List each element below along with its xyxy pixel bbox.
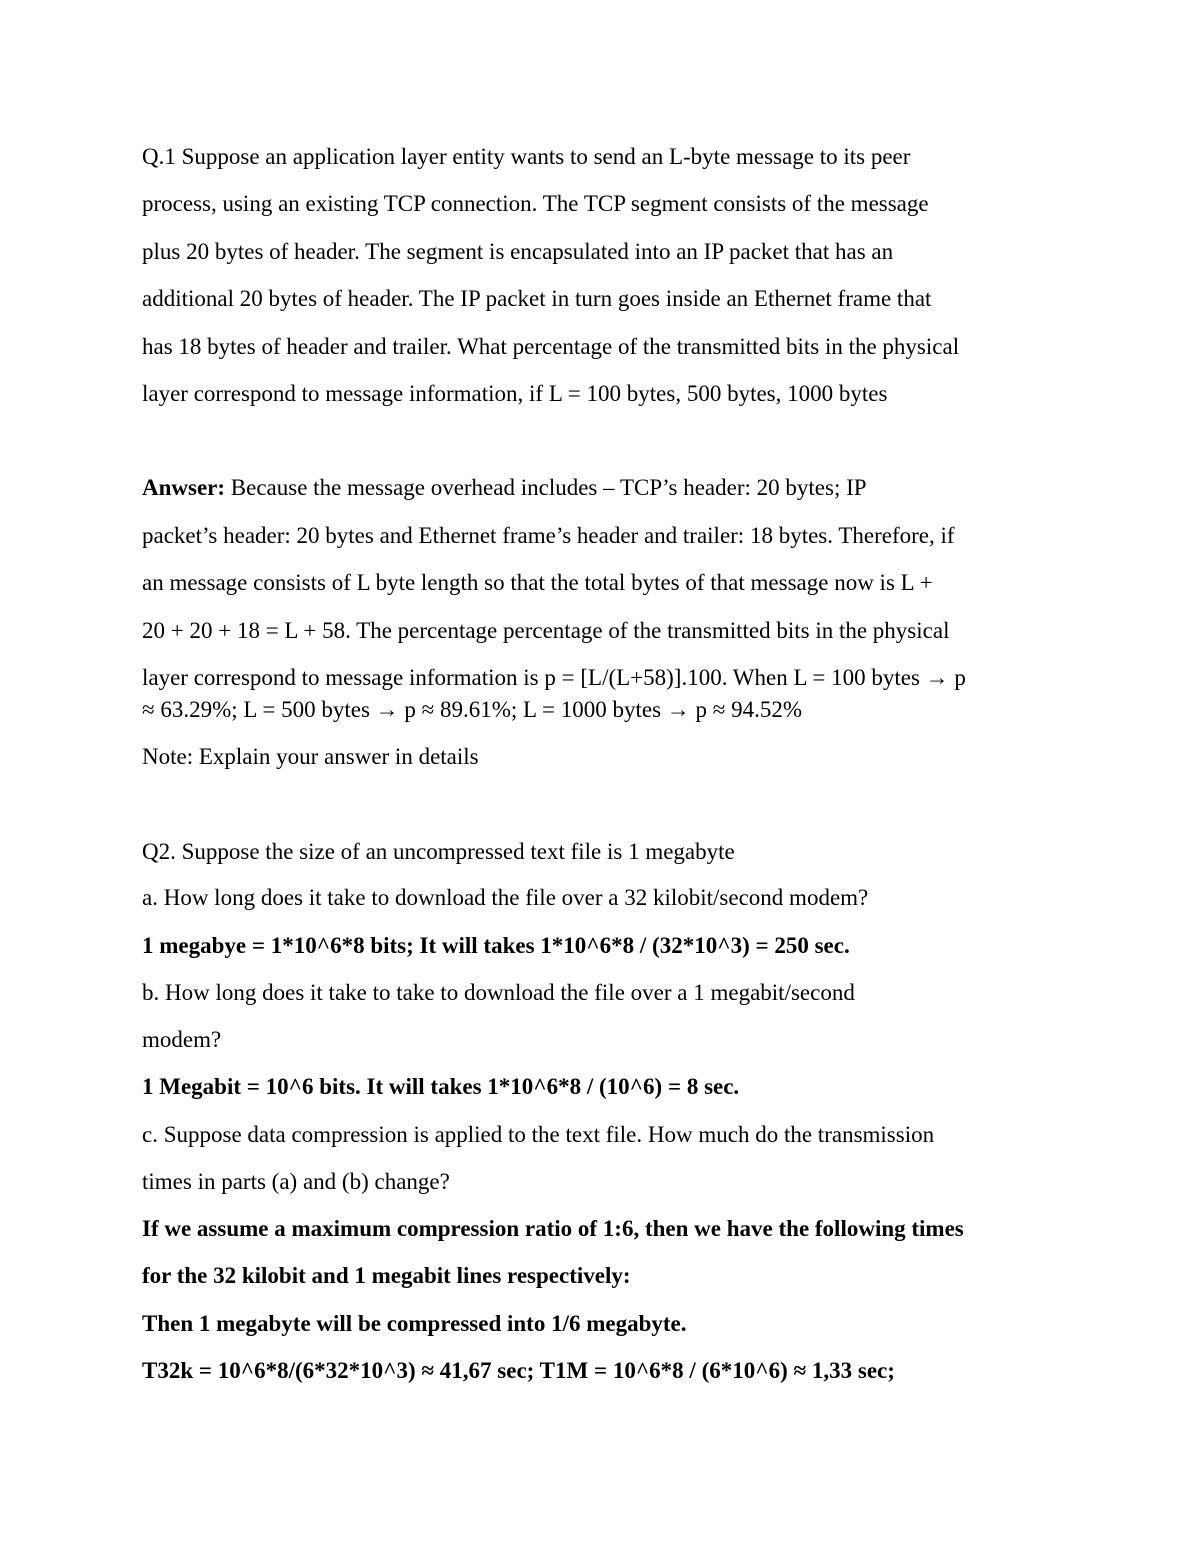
- q2-b-answer: 1 Megabit = 10^6 bits. It will takes 1*10^6*8 / (10^6) = 8 sec.: [142, 1074, 740, 1099]
- q2-a-answer: 1 megabye = 1*10^6*8 bits; It will takes 1*10^6*8 / (32*10^3) = 250 sec.: [142, 933, 850, 958]
- answer1-line-5: layer correspond to message information is p = [L/(L+58)].100. When L = 100 bytes → p: [142, 665, 966, 690]
- q2-c-answer-line-4: T32k = 10^6*8/(6*32*10^3) ≈ 41,67 sec; T1M = 10^6*8 / (6*10^6) ≈ 1,33 sec;: [142, 1358, 895, 1383]
- answer1-line-1-text: Because the message overhead includes – TCP’s header: 20 bytes; IP: [225, 475, 867, 500]
- answer1-line-2: packet’s header: 20 bytes and Ethernet frame’s header and trailer: 18 bytes. Therefore, if: [142, 523, 955, 548]
- q2-c-question-line-2: times in parts (a) and (b) change?: [142, 1169, 450, 1194]
- q1-line-6: layer correspond to message information, if L = 100 bytes, 500 bytes, 1000 bytes: [142, 381, 888, 406]
- q2-a-question: a. How long does it take to download the file over a 32 kilobit/second modem?: [142, 885, 869, 910]
- q2-c-question-line-1: c. Suppose data compression is applied to the text file. How much do the transmission: [142, 1122, 935, 1147]
- answer1-line-4: 20 + 20 + 18 = L + 58. The percentage percentage of the transmitted bits in the physical: [142, 618, 950, 643]
- q1-line-4: additional 20 bytes of header. The IP packet in turn goes inside an Ethernet frame that: [142, 286, 932, 311]
- answer1-line-1: [142, 474, 867, 502]
- q2-b-question-line-2: modem?: [142, 1027, 222, 1052]
- q2-title: Q2. Suppose the size of an uncompressed text file is 1 megabyte: [142, 839, 735, 864]
- q2-c-answer-line-3: Then 1 megabyte will be compressed into 1/6 megabyte.: [142, 1311, 687, 1336]
- q2-c-answer-line-1: If we assume a maximum compression ratio of 1:6, then we have the following times: [142, 1216, 964, 1241]
- q2-b-question-line-1: b. How long does it take to take to download the file over a 1 megabit/second: [142, 980, 855, 1005]
- q1-line-3: plus 20 bytes of header. The segment is encapsulated into an IP packet that has an: [142, 239, 894, 264]
- q2-c-answer-line-2: for the 32 kilobit and 1 megabit lines respectively:: [142, 1263, 631, 1288]
- answer1-note: Note: Explain your answer in details: [142, 744, 479, 769]
- q1-line-5: has 18 bytes of header and trailer. What percentage of the transmitted bits in the physical: [142, 334, 960, 359]
- q1-line-1: Q.1 Suppose an application layer entity wants to send an L-byte message to its peer: [142, 144, 911, 169]
- q1-line-2: process, using an existing TCP connection. The TCP segment consists of the message: [142, 191, 929, 216]
- answer1-line-3: an message consists of L byte length so that the total bytes of that message now is L +: [142, 570, 933, 595]
- answer1-line-6: ≈ 63.29%; L = 500 bytes → p ≈ 89.61%; L = 1000 bytes → p ≈ 94.52%: [142, 697, 803, 722]
- answer-label: Anwser:: [142, 475, 226, 500]
